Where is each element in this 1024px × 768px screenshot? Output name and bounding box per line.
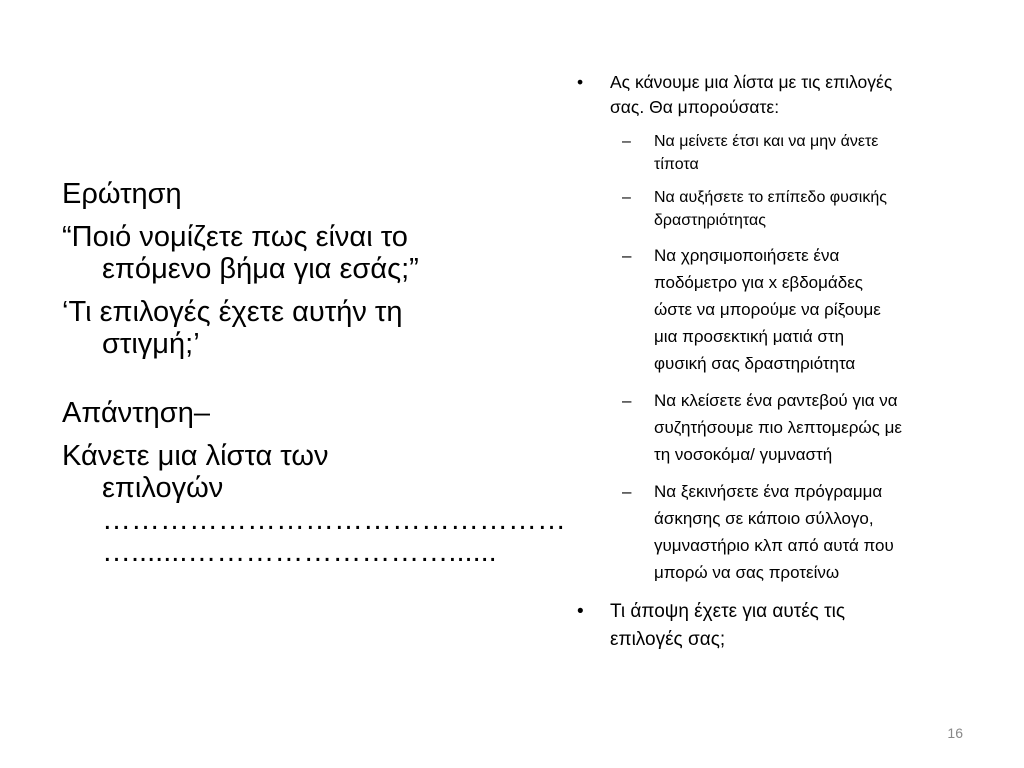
spacer	[62, 371, 542, 397]
bullet-item	[572, 598, 972, 654]
sub-item	[572, 186, 972, 232]
bullet-icon: •	[577, 601, 584, 622]
sub-item-3-line-5: φυσική σας δραστηριότητα	[654, 354, 856, 373]
sub-item-3-line-4: μια προσεκτική ματιά στη	[654, 327, 845, 346]
sub-item-3-line-1: Να χρησιμοποιήσετε ένα	[654, 246, 840, 265]
page-number: 16	[947, 725, 963, 741]
sub-item	[572, 130, 972, 176]
question-one-line-1: “Ποιό νομίζετε πως είναι το	[62, 221, 408, 253]
answer-dots-line-1: …………………………………………	[102, 504, 566, 536]
dash-icon: –	[622, 391, 632, 410]
bullet-item	[572, 70, 972, 120]
question-heading	[62, 178, 542, 210]
bullet-icon: •	[577, 72, 584, 92]
sub-item-3-line-3: ώστε να μπορούμε να ρίξουμε	[654, 300, 881, 319]
sub-item-1-line-1: Να μείνετε έτσι και να μην άνετε	[654, 133, 879, 150]
bullet-one-line-2: σας. Θα μπορούσατε:	[610, 97, 780, 117]
sub-item-5-line-1: Να ξεκινήσετε ένα πρόγραμμα	[654, 482, 883, 501]
question-two-line-1: ‘Τι επιλογές έχετε αυτήν τη	[62, 296, 403, 328]
dash-icon: –	[622, 189, 631, 206]
sub-item-4-line-2: συζητήσουμε πιο λεπτομερώς με	[654, 418, 902, 437]
sub-item-1-line-2: τίποτα	[654, 156, 699, 173]
sub-item-5-line-2: άσκησης σε κάποιο σύλλογο,	[654, 509, 874, 528]
left-column	[62, 178, 566, 579]
answer-line-2: επιλογών	[102, 472, 224, 504]
bullet-two-line-2: επιλογές σας;	[610, 629, 726, 650]
dash-icon: –	[622, 482, 632, 501]
question-label: Ερώτηση	[62, 178, 182, 210]
sub-item-2-line-2: δραστηριότητας	[654, 212, 766, 229]
sub-item-4-line-3: τη νοσοκόμα/ γυμναστή	[654, 445, 833, 464]
sub-item	[572, 242, 972, 377]
sub-item-3-line-2: ποδόμετρο για x εβδομάδες	[654, 273, 863, 292]
question-two	[62, 296, 542, 360]
question-two-line-2: στιγμή;’	[102, 328, 200, 360]
answer-heading	[62, 397, 542, 429]
question-one	[62, 221, 542, 285]
right-column	[572, 70, 972, 664]
sub-item-5-line-3: γυμναστήριο κλπ από αυτά που	[654, 536, 894, 555]
question-one-line-2: επόμενο βήμα για εσάς;”	[102, 253, 419, 285]
bullet-one-line-1: Ας κάνουμε μια λίστα με τις επιλογές	[610, 72, 893, 92]
sub-item	[572, 478, 972, 586]
sub-item-5-line-4: μπορώ να σας προτείνω	[654, 563, 840, 582]
bullet-two-line-1: Τι άποψη έχετε για αυτές τις	[610, 601, 846, 622]
answer-body	[62, 440, 566, 568]
sub-item	[572, 387, 972, 468]
answer-dots-line-2: ….......………………………......	[102, 536, 497, 568]
answer-label: Απάντηση–	[62, 397, 210, 429]
dash-icon: –	[622, 246, 632, 265]
answer-line-1: Κάνετε μια λίστα των	[62, 440, 329, 472]
sub-item-2-line-1: Να αυξήσετε το επίπεδο φυσικής	[654, 189, 887, 206]
sub-item-4-line-1: Να κλείσετε ένα ραντεβού για να	[654, 391, 898, 410]
sub-list	[572, 130, 972, 586]
dash-icon: –	[622, 133, 631, 150]
